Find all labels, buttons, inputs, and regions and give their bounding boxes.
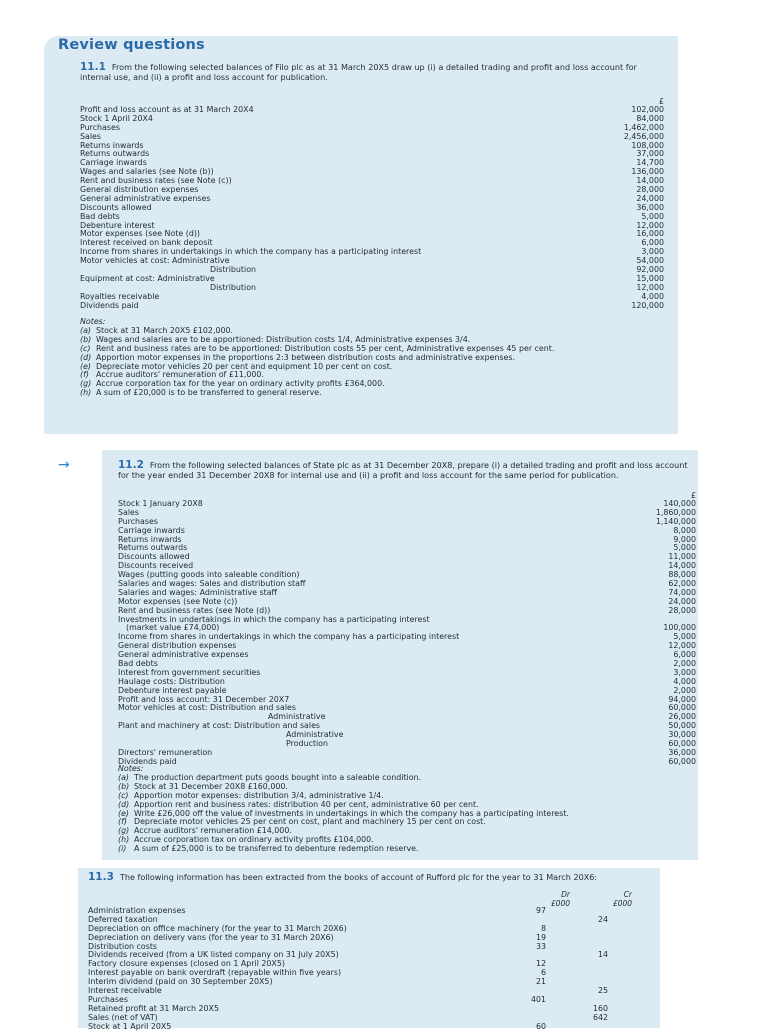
row-label: Returns outwards [118,543,188,553]
table-row [118,651,696,660]
note-letter: (f) [118,817,127,827]
row-label: Bad debts [80,211,120,221]
table-row [88,1005,634,1014]
row-value: 4,000 [673,676,696,686]
note-letter: (b) [118,781,130,791]
table-row [118,536,696,545]
row-label: Returns inwards [118,534,182,544]
row-label: Interest payable on bank overdraft (repayable within five years) [88,968,342,978]
row-value: 15,000 [636,273,664,283]
table-row [80,133,664,142]
row-label: Profit and loss account as at 31 March 20X4 [80,105,254,114]
table-row [80,204,664,213]
row-label: Returns inwards [80,140,144,150]
row-label: Administrative [268,712,326,722]
table-row [80,302,664,311]
note-letter: (a) [80,325,91,335]
row-label: Sales (net of VAT) [88,1012,158,1022]
row-label: Sales [80,131,102,141]
note-text: Accrue auditors' remuneration £14,000. [134,826,292,836]
arrow-icon: → [58,457,70,473]
note-text: Accrue corporation tax on ordinary activity profits £104,000. [134,835,374,845]
note-letter: (g) [118,826,130,836]
table-row [118,749,696,758]
q2-number: 11.2 [118,459,144,471]
row-label: Motor vehicles at cost: Distribution and sales [118,703,297,713]
row-label: Directors' remuneration [118,747,213,757]
row-value: 26,000 [668,712,696,722]
row-value: 16,000 [636,229,664,239]
row-label: Wages (putting goods into saleable condition) [118,570,300,580]
table-row [80,150,664,159]
q2-intro-text: From the following selected balances of State plc as at 31 December 20X8, prepare (i) a detailed trading and profit and loss account for the year ended 31 December 20X8 for internal use and (ii) a profit and loss account for the same period for publication. [118,460,688,480]
row-label: Interest received on bank deposit [80,238,213,248]
q3-balances-list [88,907,634,1031]
row-label: Stock at 1 April 20X5 [88,1021,172,1031]
row-value: 28,000 [636,185,664,195]
row-label: Stock 1 April 20X4 [80,113,153,123]
row-value: 60,000 [668,739,696,749]
q2-currency: £ [690,491,696,500]
row-value: 30,000 [668,730,696,740]
table-row [80,124,664,133]
row-label: Returns outwards [80,149,150,159]
table-row [80,213,664,222]
table-row [118,722,696,731]
note-text: The production department puts goods bought into a saleable condition. [134,772,422,782]
note-text: Accrue corporation tax for the year on ordinary activity profits £364,000. [96,379,385,389]
row-label: Dividends paid [80,300,139,310]
row-debit: 60 [535,1021,546,1031]
row-value: 5,000 [673,543,696,553]
note-text: Depreciate motor vehicles 25 per cent on cost, plant and machinery 15 per cent on cost. [134,817,486,827]
row-value: 9,000 [673,534,696,544]
row-value: 54,000 [636,256,664,266]
row-credit: 24 [597,914,608,924]
table-row [80,293,664,302]
row-value: 60,000 [668,703,696,713]
note-letter: (i) [118,844,127,854]
row-label: Purchases [118,516,158,526]
note-letter: (c) [118,790,129,800]
row-label: Debenture interest payable [118,685,227,695]
row-value: 74,000 [668,587,696,597]
row-label: Interest from government securities [118,667,261,677]
table-row [118,553,696,562]
row-label: (market value £74,000) [126,623,220,633]
row-value: 37,000 [636,149,664,159]
note-letter: (h) [118,835,130,845]
row-value: 14,000 [636,176,664,186]
note-item [118,845,700,854]
row-label: Distribution [210,265,257,275]
note-letter: (h) [80,388,92,398]
row-value: 1,860,000 [655,507,696,517]
row-label: Interest receivable [88,986,162,996]
row-value: 100,000 [663,623,696,633]
q3-intro-text: The following information has been extracted from the books of account of Rufford plc for the year to 31 March 20X6: [119,872,598,882]
note-text: A sum of £25,000 is to be transferred to debenture redemption reserve. [134,844,419,854]
row-label: General distribution expenses [80,185,199,195]
note-text: Stock at 31 March 20X5 £102,000. [96,325,234,335]
q2-balances-list [118,500,696,767]
row-value: 2,456,000 [623,131,664,141]
row-label: Purchases [80,122,120,132]
table-row [118,704,696,713]
row-value: 3,000 [641,247,664,257]
row-debit: 12 [535,959,546,969]
row-value: 12,000 [636,220,664,230]
row-value: 5,000 [641,211,664,221]
row-label: Salaries and wages: Administrative staff [118,587,277,597]
row-label: Interim dividend (paid on 30 September 20X5) [88,977,273,987]
row-label: Bad debts [118,659,158,669]
table-row [118,500,696,509]
row-debit: 21 [535,977,546,987]
note-letter: (d) [80,352,92,362]
row-label: Motor expenses (see Note (d)) [80,229,200,239]
note-letter: (e) [80,361,92,371]
row-label: Purchases [88,994,128,1004]
notes-heading: Notes: [118,764,144,773]
q2-notes [118,765,700,854]
row-credit: 14 [597,950,608,960]
row-value: 14,000 [668,561,696,571]
note-text: Accrue auditors' remuneration of £11,000. [96,370,264,380]
row-value: 140,000 [663,499,696,508]
row-credit: 642 [592,1012,608,1022]
row-value: 108,000 [631,140,664,150]
note-letter: (a) [118,772,129,782]
row-value: 120,000 [631,300,664,310]
row-label: General administrative expenses [118,650,249,660]
q1-balances-list [80,106,664,310]
row-label: Production [286,739,328,749]
row-label: Rent and business rates (see Note (d)) [118,605,271,615]
note-text: Apportion rent and business rates: distribution 40 per cent, administrative 60 per cent. [134,799,479,809]
row-label: Discounts allowed [118,552,190,562]
row-label: Income from shares in undertakings in which the company has a participating interest [118,632,460,642]
q3-col-dr: Dr [561,890,570,899]
table-row [80,275,664,284]
row-value: 14,700 [636,158,664,168]
row-credit: 25 [597,986,608,996]
row-label: Motor expenses (see Note (c)) [118,596,238,606]
row-label: Depreciation on office machinery (for the year to 31 March 20X6) [88,923,347,933]
row-value: 6,000 [673,650,696,660]
row-credit: 160 [592,1003,608,1013]
row-debit: 6 [540,968,546,978]
row-value: 88,000 [668,570,696,580]
table-row [80,115,664,124]
row-label: Carriage inwards [80,158,147,168]
notes-heading: Notes: [80,317,106,326]
table-row [88,987,634,996]
row-label: Administrative [286,730,344,740]
table-row [80,142,664,151]
row-debit: 401 [530,994,546,1004]
row-value: 1,140,000 [655,516,696,526]
table-row [88,907,634,916]
row-label: Motor vehicles at cost: Administrative [80,256,230,266]
row-label: Royalties receivable [80,291,160,301]
q1-currency: £ [658,97,664,106]
note-text: Apportion motor expenses in the proportions 2:3 between distribution costs and administrative expenses. [96,352,516,362]
row-debit: 97 [535,906,546,915]
row-value: 94,000 [668,694,696,704]
row-label: Depreciation on delivery vans (for the year to 31 March 20X6) [88,932,334,942]
row-label: Plant and machinery at cost: Distribution and sales [118,721,321,731]
row-value: 36,000 [636,202,664,212]
table-row [88,934,634,943]
note-letter: (d) [118,799,130,809]
section-title: Review questions [58,37,205,53]
row-value: 24,000 [636,193,664,203]
note-letter: (b) [80,334,92,344]
note-text: Stock at 31 December 20X8 £160,000. [134,781,288,791]
row-value: 6,000 [641,238,664,248]
row-label: Retained profit at 31 March 20X5 [88,1003,219,1013]
row-label: Stock 1 January 20X8 [118,499,203,508]
row-value: 8,000 [673,525,696,535]
note-text: Depreciate motor vehicles 20 per cent and equipment 10 per cent on cost. [96,361,393,371]
row-value: 5,000 [673,632,696,642]
row-label: Carriage inwards [118,525,185,535]
row-label: Dividends paid [118,756,177,766]
q3-intro [88,873,648,883]
q2-intro [118,461,698,480]
row-value: 28,000 [668,605,696,615]
row-label: Discounts allowed [80,202,152,212]
table-row [118,509,696,518]
row-label: Salaries and wages: Sales and distribution staff [118,579,306,589]
row-label: Debenture interest [80,220,155,230]
row-value: 24,000 [668,596,696,606]
row-value: 11,000 [668,552,696,562]
row-label: Administration expenses [88,906,186,915]
row-label: Sales [118,507,140,517]
row-label: Profit and loss account: 31 December 20X7 [118,694,290,704]
note-letter: (g) [80,379,92,389]
q3-col-unit-cr: £000 [612,899,632,908]
row-label: Distribution costs [88,941,158,951]
table-row [88,978,634,987]
row-value: 50,000 [668,721,696,731]
row-value: 36,000 [668,747,696,757]
row-value: 12,000 [668,641,696,651]
row-label: Deferred taxation [88,914,158,924]
row-value: 1,462,000 [623,122,664,132]
note-letter: (f) [80,370,89,380]
table-row [80,106,664,115]
row-label: Rent and business rates (see Note (c)) [80,176,232,186]
row-value: 62,000 [668,579,696,589]
row-label: Factory closure expenses (closed on 1 April 20X5) [88,959,285,969]
q1-notes [80,318,666,398]
row-value: 4,000 [641,291,664,301]
row-debit: 19 [535,932,546,942]
note-text: A sum of £20,000 is to be transferred to general reserve. [96,388,322,398]
row-value: 102,000 [631,105,664,114]
row-label: Income from shares in undertakings in which the company has a participating interest [80,247,422,257]
table-row [80,257,664,266]
row-label: Equipment at cost: Administrative [80,273,215,283]
row-label: Haulage costs: Distribution [118,676,225,686]
row-value: 60,000 [668,756,696,766]
note-letter: (e) [118,808,130,818]
row-label: Investments in undertakings in which the company has a participating interest [118,614,430,624]
note-text: Write £26,000 off the value of investments in undertakings in which the company has a participating interest. [134,808,569,818]
row-value: 2,000 [673,685,696,695]
row-label: General distribution expenses [118,641,237,651]
table-row [118,544,696,553]
q1-intro [80,63,666,82]
row-debit: 8 [540,923,546,933]
row-debit: 33 [535,941,546,951]
table-row [118,731,696,740]
q3-col-cr: Cr [623,890,632,899]
note-text: Wages and salaries are to be apportioned: Distribution costs 1/4, Administrative expenses 3/4. [96,334,471,344]
row-label: Distribution [210,282,257,292]
row-label: Discounts received [118,561,194,571]
q1-number: 11.1 [80,61,106,73]
row-label: General administrative expenses [80,193,211,203]
row-label: Dividends received (from a UK listed company on 31 July 20X5) [88,950,339,960]
row-value: 12,000 [636,282,664,292]
q3-number: 11.3 [88,871,114,883]
row-value: 2,000 [673,659,696,669]
row-value: 136,000 [631,167,664,177]
table-row [80,195,664,204]
row-value: 3,000 [673,667,696,677]
table-row [118,527,696,536]
note-text: Apportion motor expenses: distribution 3/4, administrative 1/4. [134,790,384,800]
row-label: Wages and salaries (see Note (b)) [80,167,214,177]
row-value: 92,000 [636,265,664,275]
note-item [80,389,666,398]
q1-intro-text: From the following selected balances of Filo plc as at 31 March 20X5 draw up (i) a detailed trading and profit and loss account for internal use, and (ii) a profit and loss account for publication. [80,62,637,82]
table-row [80,284,664,293]
row-value: 84,000 [636,113,664,123]
q3-col-unit-dr: £000 [550,899,570,908]
table-row [118,518,696,527]
note-text: Rent and business rates are to be apportioned: Distribution costs 55 per cent, Administrative expenses 45 per cent. [96,343,555,353]
note-letter: (c) [80,343,91,353]
